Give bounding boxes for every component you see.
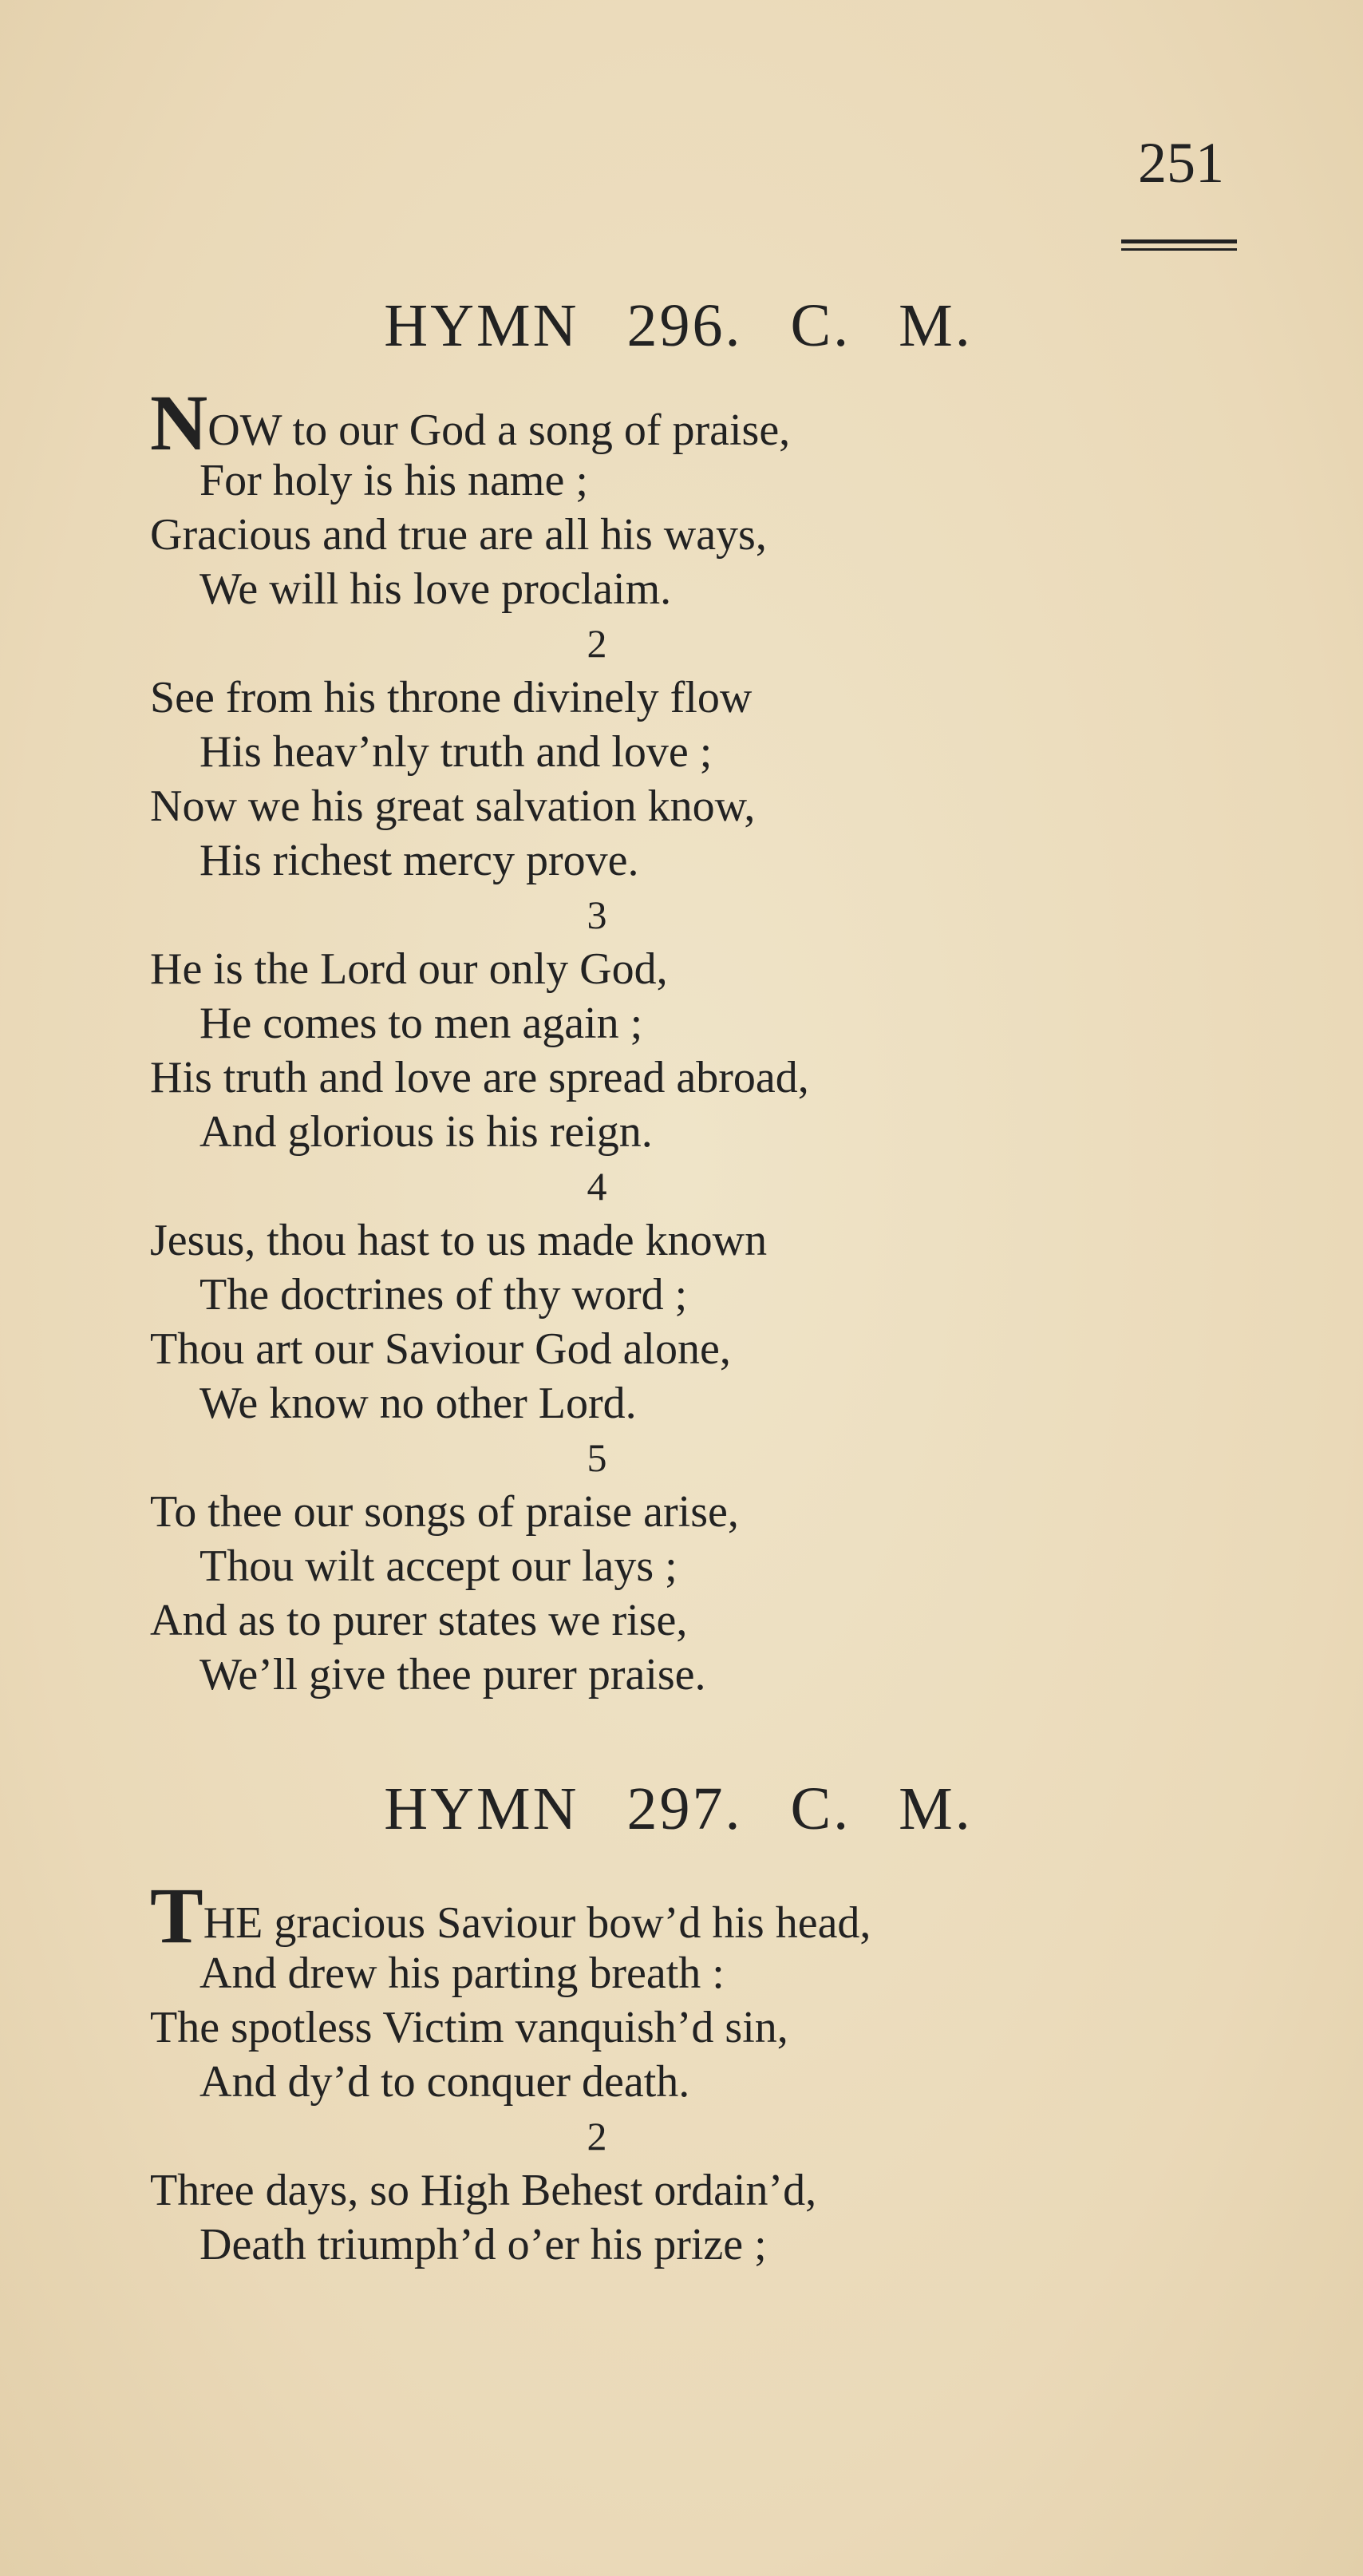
first-line (150, 378, 1211, 467)
verse-line: And drew his parting breath : (200, 1949, 725, 1998)
verse-line: And dy’d to conquer death. (200, 2057, 690, 2107)
hymn-296-text (150, 378, 1211, 1702)
verse-line: We know no other Lord. (200, 1379, 637, 1428)
verse-line: His heav’nly truth and love ; (200, 727, 713, 777)
hymn-296-title: HYMN 296. C. M. (384, 292, 973, 359)
drop-cap: T (150, 1871, 203, 1960)
verse-line: And as to purer states we rise, (150, 1596, 688, 1645)
page-rule-thick (1121, 239, 1237, 243)
verse-line: Thou art our Saviour God alone, (150, 1324, 731, 1374)
verse-line: See from his throne divinely flow (150, 673, 753, 722)
page-number: 251 (1138, 131, 1224, 195)
stanza-number: 5 (587, 1435, 607, 1480)
verse-line: He is the Lord our only God, (150, 944, 668, 994)
verse-line: Thou wilt accept our lays ; (200, 1541, 678, 1591)
verse-line: The spotless Victim vanquish’d sin, (150, 2003, 788, 2052)
verse-line: He comes to men again ; (200, 999, 643, 1048)
first-word-caps: HE (203, 1898, 263, 1948)
first-line (150, 1871, 1211, 1960)
verse-line: Death triumph’d o’er his prize ; (200, 2220, 767, 2269)
page-rule-thin (1121, 248, 1237, 251)
stanza-number: 2 (587, 621, 607, 666)
verse-line: To thee our songs of praise arise, (150, 1487, 739, 1537)
verse-line: Now we his great salvation know, (150, 782, 756, 831)
verse-line: His richest mercy prove. (200, 836, 639, 885)
first-word-caps: OW (207, 406, 282, 455)
verse-line: We will his love proclaim. (200, 564, 672, 614)
first-line-rest: to our God a song of praise, (281, 406, 791, 455)
verse-line: His truth and love are spread abroad, (150, 1053, 809, 1102)
verse-line: For holy is his name ; (200, 456, 588, 505)
stanza-number: 2 (587, 2114, 607, 2159)
stanza-number: 3 (587, 892, 607, 937)
hymn-297-title: HYMN 297. C. M. (384, 1775, 973, 1842)
stanza-number: 4 (587, 1164, 607, 1209)
verse-line: And glorious is his reign. (200, 1107, 653, 1157)
verse-line: Gracious and true are all his ways, (150, 510, 767, 560)
verse-line: The doctrines of thy word ; (200, 1270, 688, 1320)
verse-line: Jesus, thou hast to us made known (150, 1216, 768, 1265)
first-line-rest: gracious Saviour bow’d his head, (263, 1898, 871, 1948)
hymn-297-text (150, 1871, 1211, 2272)
verse-line: We’ll give thee purer praise. (200, 1650, 706, 1700)
verse-line: Three days, so High Behest ordain’d, (150, 2166, 817, 2215)
drop-cap: N (150, 378, 208, 467)
